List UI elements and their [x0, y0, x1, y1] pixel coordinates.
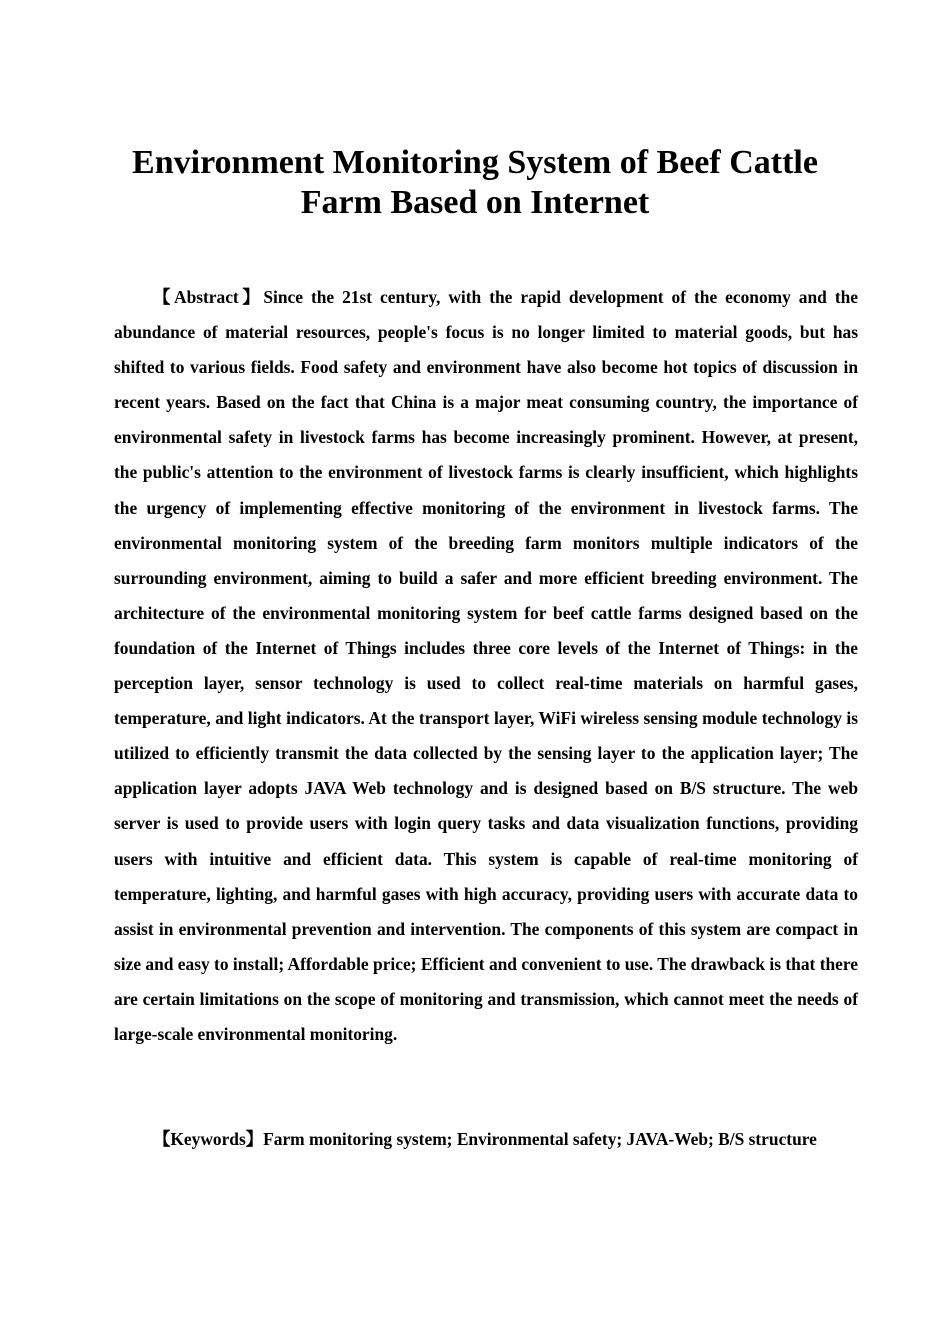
abstract-paragraph — [114, 280, 858, 1052]
keywords-text: Farm monitoring system; Environmental safety; JAVA-Web; B/S structure — [263, 1129, 817, 1149]
paper-title-line-2: Farm Based on Internet — [300, 184, 650, 221]
keywords-label: 【Keywords】 — [153, 1129, 264, 1149]
paper-title-line-1: Environment Monitoring System of Beef Cattle — [132, 144, 818, 181]
abstract-label: 【Abstract】 — [153, 287, 264, 307]
keywords-paragraph — [114, 1122, 858, 1156]
abstract-text: Since the 21st century, with the rapid development of the economy and the abundance of material resources, people's focus is no longer limited to material goods, but has shifted to various fields. Food safety and environment have also become hot topics of discussion in recent years. Based on the fact that China is a major meat consuming country, the importance of environmental safety in livestock farms has become increasingly prominent. However, at present, the public's attention to the environment of livestock farms is clearly insufficient, which highlights the urgency of implementing effective monitoring of the environment in livestock farms. The environmental monitoring system of the breeding farm monitors multiple indicators of the surrounding environment, aiming to build a safer and more efficient breeding environment. The architecture of the environmental monitoring system for beef cattle farms designed based on the foundation of the Internet of Things includes three core levels of the Internet of Things: in the perception layer, sensor technology is used to collect real-time materials on harmful gases, temperature, and light indicators. At the transport layer, WiFi wireless sensing module technology is utilized to efficiently transmit the data collected by the sensing layer to the application layer; The application layer adopts JAVA Web technology and is designed based on B/S structure. The web server is used to provide users with login query tasks and data visualization functions, providing users with intuitive and efficient data. This system is capable of real-time monitoring of temperature, lighting, and harmful gases with high accuracy, providing users with accurate data to assist in environmental prevention and intervention. The components of this system are compact in size and easy to install; Affordable price; Efficient and convenient to use. The drawback is that there are certain limitations on the scope of monitoring and transmission, which cannot meet the needs of large-scale environmental monitoring. — [114, 287, 858, 1044]
paper-title — [96, 143, 854, 223]
